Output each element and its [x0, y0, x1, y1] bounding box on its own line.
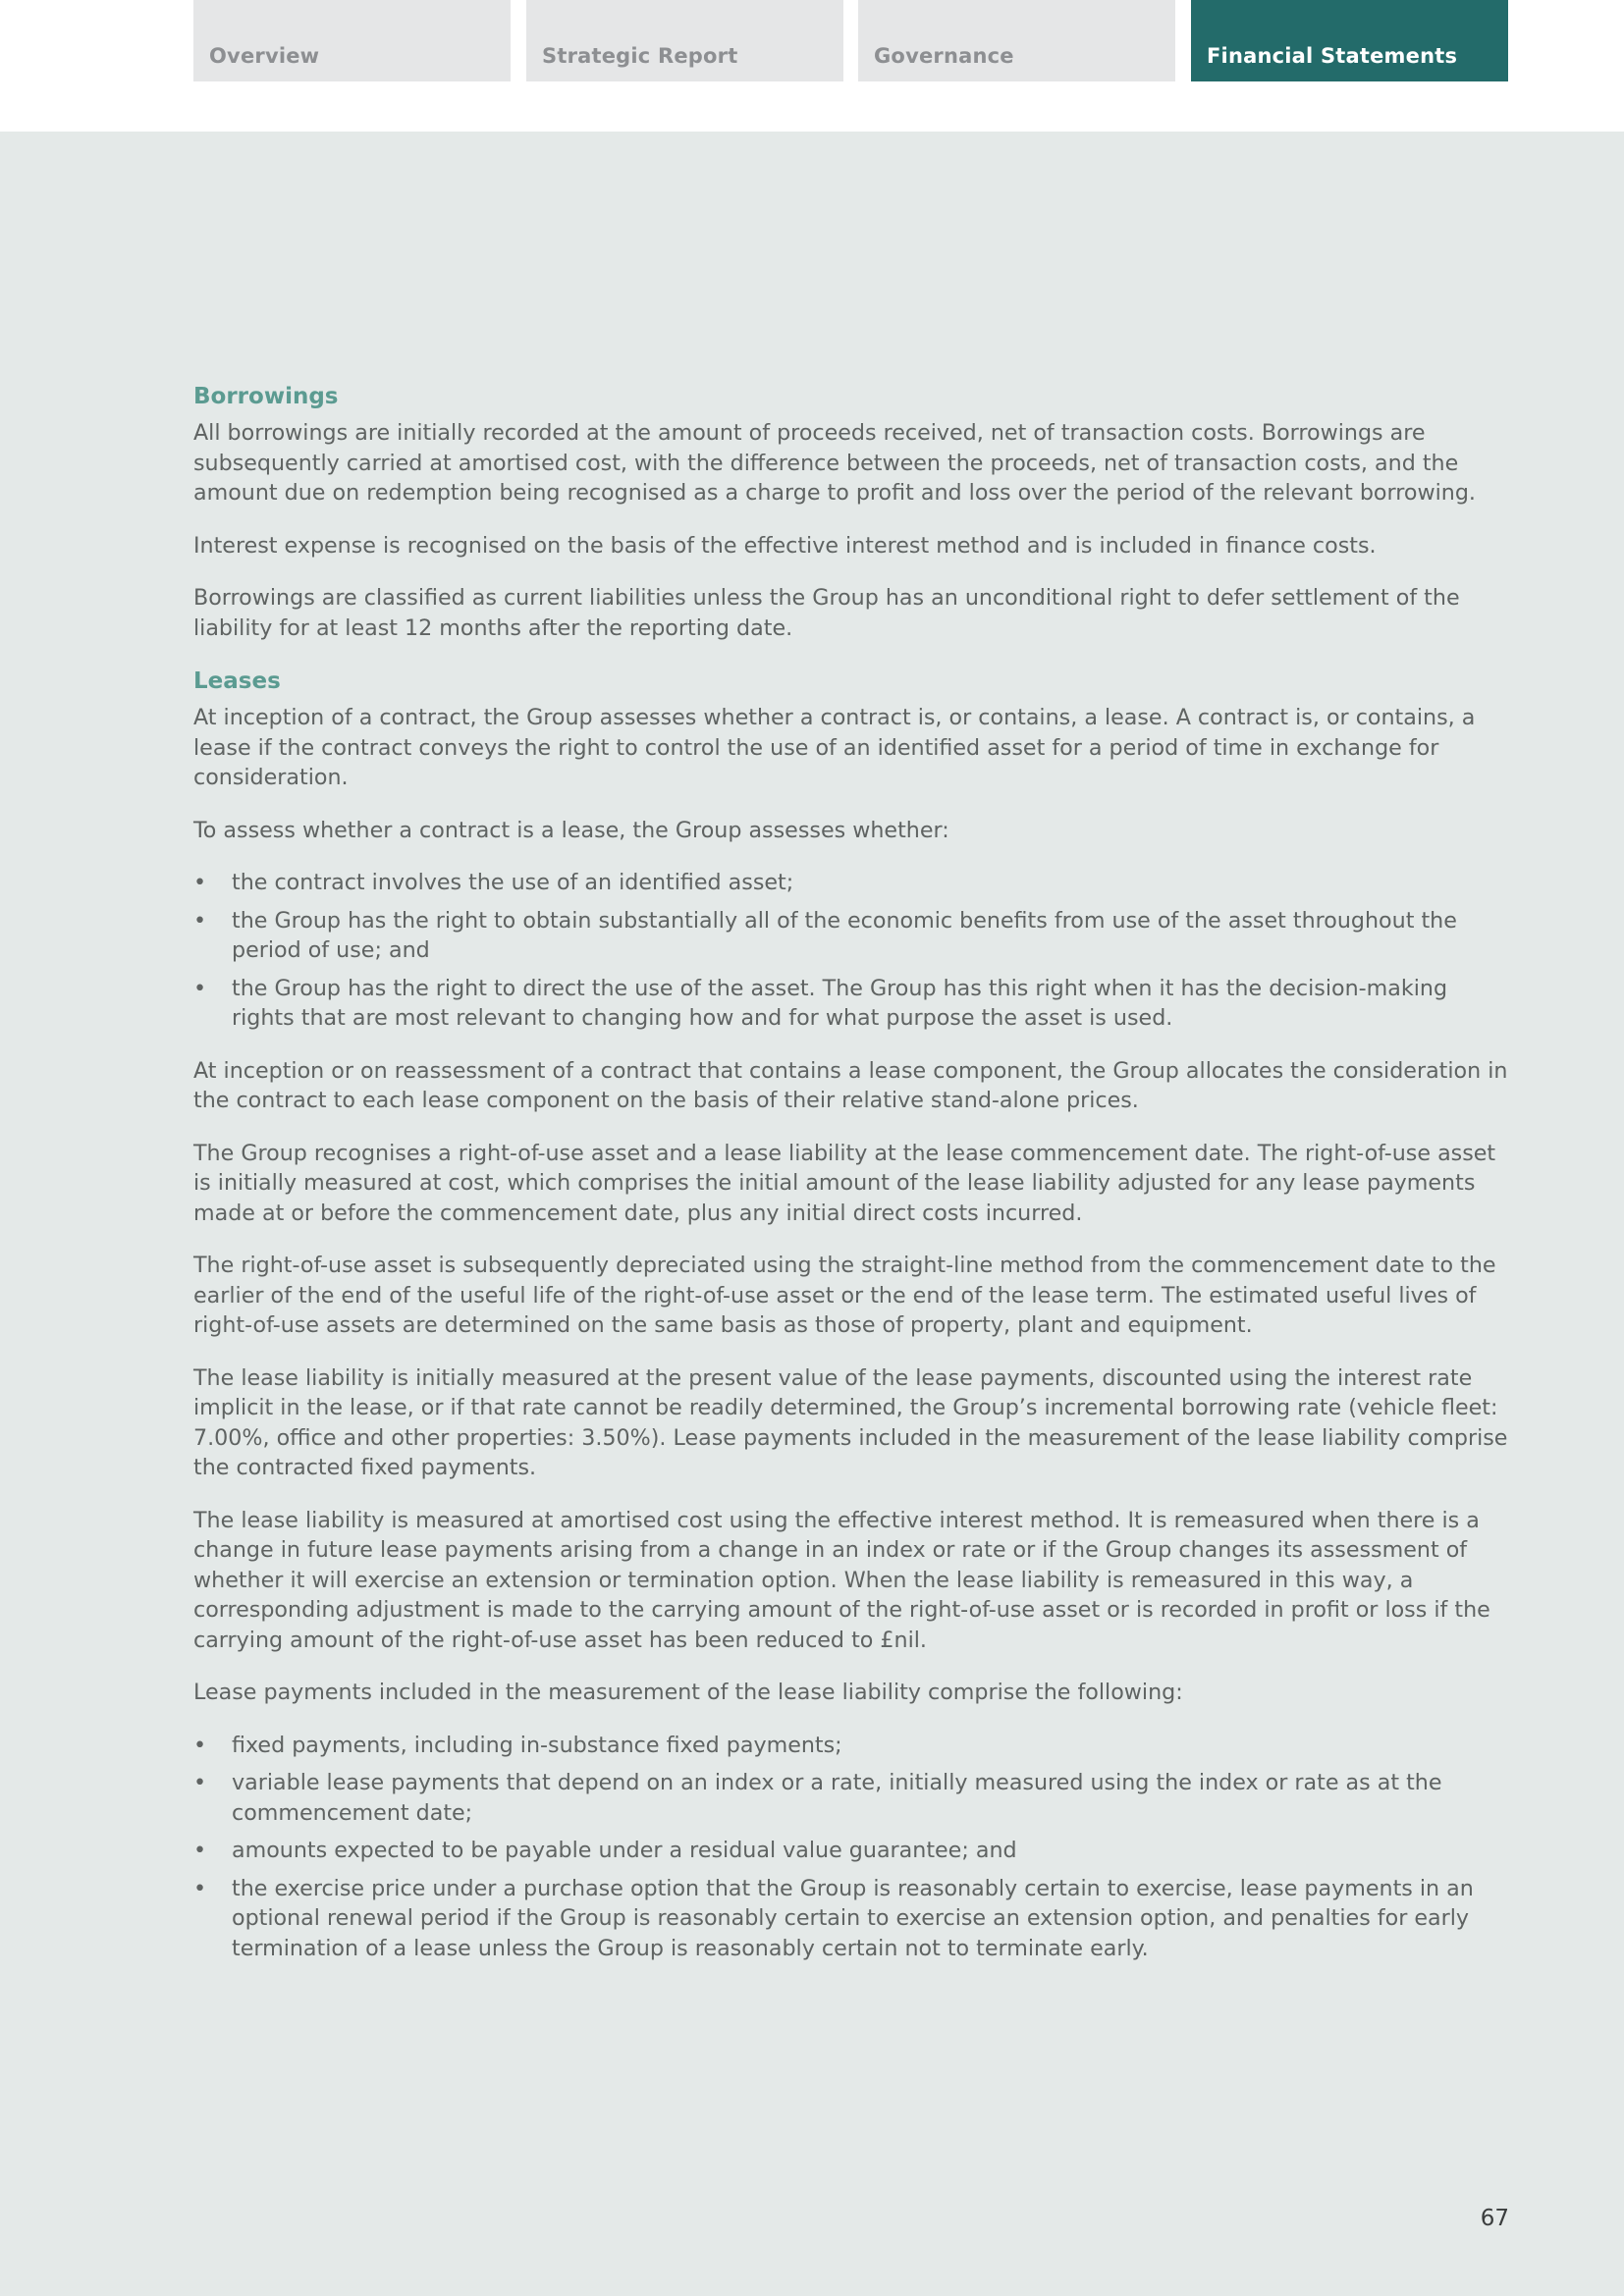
leases-paragraph-1: At inception of a contract, the Group assesses whether a contract is, or contains, a lease. A contract is, or contains, a lease if the contract conveys the right to control the use of an identified asset for a period of time in exchange for consideration. [193, 705, 1476, 790]
leases-heading: Leases [193, 668, 281, 694]
list-item [193, 906, 1509, 966]
leases-paragraph-8: Lease payments included in the measurement of the lease liability comprise the following: [193, 1680, 1183, 1705]
bullet-icon: • [193, 1838, 207, 1863]
lease-assessment-list [193, 868, 1509, 1034]
list-item [193, 1768, 1509, 1828]
list-item [193, 1874, 1509, 1964]
leases-paragraph-5: The right-of-use asset is subsequently depreciated using the straight-line method from the commencement date to the earlier of the end of the useful life of the right-of-use asset or the end of the lease term. The estimated useful lives of right-of-use assets are determined on the same basis as those of property, plant and equipment. [193, 1253, 1496, 1338]
leases-paragraph-7: The lease liability is measured at amortised cost using the effective interest method. It is remeasured when there is a change in future lease payments arising from a change in an index or rate or if the Group changes its assessment of whether it will exercise an extension or termination option. When the lease liability is remeasured in this way, a corresponding adjustment is made to the carrying amount of the right-of-use asset or is recorded in profit or loss if the carrying amount of the right-of-use asset has been reduced to £nil. [193, 1507, 1490, 1653]
leases-paragraph-4: The Group recognises a right-of-use asset and a lease liability at the lease commencement date. The right-of-use asset is initially measured at cost, which comprises the initial amount of the lease liability adjusted for any lease payments made at or before the commencement date, plus any initial direct costs incurred. [193, 1140, 1496, 1226]
tab-financial-statements[interactable]: Financial Statements [1191, 0, 1508, 81]
list-item-text: fixed payments, including in-substance fixed payments; [232, 1732, 842, 1758]
borrowings-paragraph-3: Borrowings are classified as current liabilities unless the Group has an unconditional right to defer settlement of the liability for at least 12 months after the reporting date. [193, 585, 1460, 641]
lease-payments-list [193, 1731, 1509, 1964]
list-item [193, 974, 1509, 1034]
tab-governance[interactable]: Governance [858, 0, 1175, 81]
bullet-icon: • [193, 1875, 207, 1901]
page-number: 67 [1480, 2206, 1509, 2231]
borrowings-paragraph-1: All borrowings are initially recorded at the amount of proceeds received, net of transaction costs. Borrowings are subsequently carried at amortised cost, with the difference between the proceeds, net of transaction costs, and the amount due on redemption being recognised as a charge to profit and loss over the period of the relevant borrowing. [193, 420, 1476, 506]
bullet-icon: • [193, 907, 207, 934]
list-item [193, 1836, 1509, 1866]
leases-paragraph-3: At inception or on reassessment of a contract that contains a lease component, the Group allocates the consideration in the contract to each lease component on the basis of their relative stand-alone prices. [193, 1057, 1508, 1113]
bullet-icon: • [193, 1732, 207, 1758]
bullet-icon: • [193, 1770, 207, 1795]
borrowings-paragraph-2: Interest expense is recognised on the basis of the effective interest method and is included in finance costs. [193, 532, 1377, 559]
list-item-text: variable lease payments that depend on an index or a rate, initially measured using the index or rate as at the commencement date; [232, 1770, 1442, 1826]
list-item [193, 1731, 1509, 1761]
list-item-text: the Group has the right to direct the use of the asset. The Group has this right when it has the decision-making rights that are most relevant to changing how and for what purpose the asset is used. [232, 975, 1448, 1031]
main-content [193, 381, 1509, 1986]
leases-paragraph-6: The lease liability is initially measured at the present value of the lease payments, discounted using the interest rate implicit in the lease, or if that rate cannot be readily determined, the Group’s incremental borrowing rate (vehicle fleet: 7.00%, office and other properties: 3.50%). Lease payments included in the measurement of the lease liability comprise the contracted fixed payments. [193, 1364, 1508, 1480]
bullet-icon: • [193, 870, 207, 895]
list-item-text: amounts expected to be payable under a residual value guarantee; and [232, 1838, 1017, 1863]
list-item-text: the contract involves the use of an identified asset; [232, 870, 794, 895]
borrowings-heading: Borrowings [193, 384, 339, 409]
tab-strategic-report[interactable]: Strategic Report [526, 0, 843, 81]
list-item-text: the Group has the right to obtain substantially all of the economic benefits from use of the asset throughout the period of use; and [232, 907, 1457, 963]
top-navigation-bar [0, 0, 1624, 132]
list-item-text: the exercise price under a purchase option that the Group is reasonably certain to exercise, lease payments in an optional renewal period if the Group is reasonably certain to exercise an extension option, and penalties for early termination of a lease unless the Group is reasonably certain not to terminate early. [232, 1875, 1474, 1961]
list-item [193, 868, 1509, 898]
leases-paragraph-2: To assess whether a contract is a lease, the Group assesses whether: [193, 817, 949, 843]
tab-overview[interactable]: Overview [193, 0, 511, 81]
bullet-icon: • [193, 975, 207, 1001]
